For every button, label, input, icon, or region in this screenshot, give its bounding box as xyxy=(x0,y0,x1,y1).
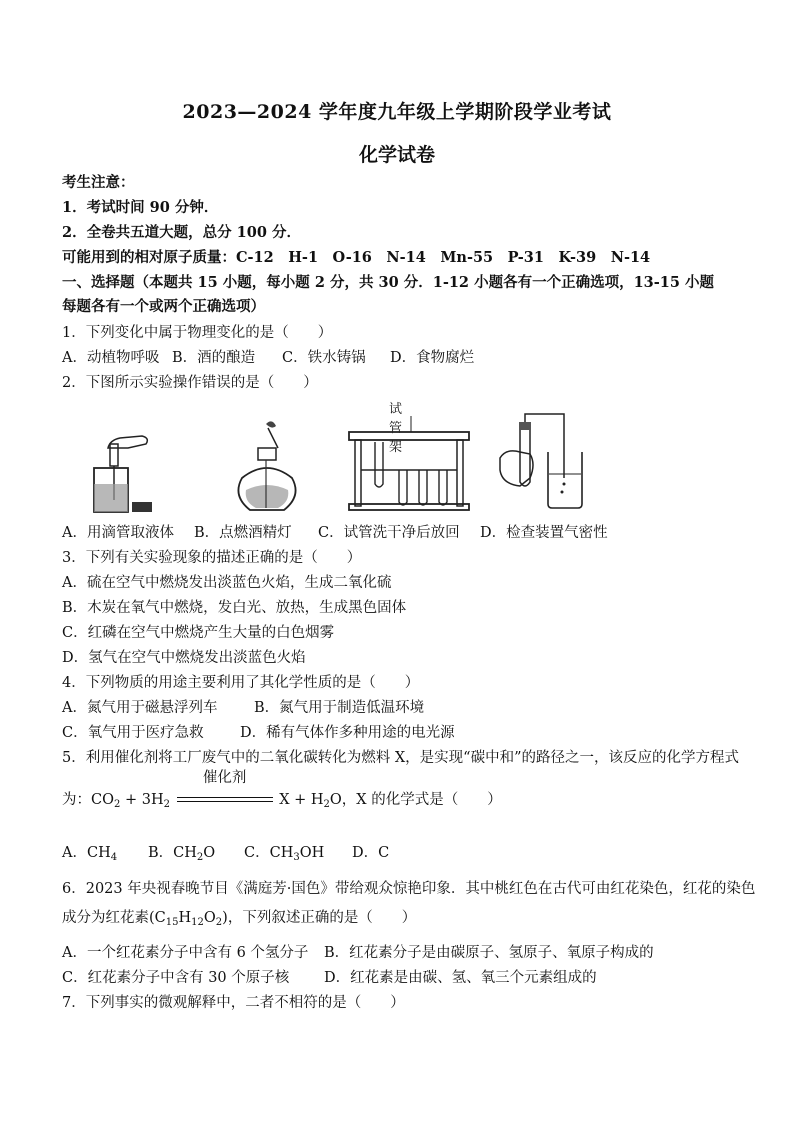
q1-option-a[interactable]: A．动植物呼吸 xyxy=(62,350,160,366)
exam-subtitle: 化学试卷 xyxy=(358,144,435,166)
notice-item-score: 2．全卷共五道大题，总分 100 分． xyxy=(62,224,301,241)
q5-option-a[interactable]: A．$CH_4$ xyxy=(62,845,118,863)
q5-option-c[interactable]: C．$CH_3OH$ xyxy=(244,845,325,863)
q7-stem: 7．下列事实的微观解释中，二者不相符的是（ ） xyxy=(62,995,405,1011)
notice-heading: 考生注意： xyxy=(62,174,135,191)
q3-option-b[interactable]: B．木炭在氧气中燃烧，发白光、放热，生成黑色固体 xyxy=(62,600,407,616)
q1-option-b[interactable]: B．酒的酿造 xyxy=(172,350,256,366)
equation-arrow xyxy=(177,770,273,810)
section1-heading: 一、选择题（本题共 15 小题，每小题 2 分，共 30 分．1-12 小题各有一个正确选项，13-15 小题 xyxy=(62,274,714,291)
q4-stem: 4．下列物质的用途主要利用了其化学性质的是（ ） xyxy=(62,675,420,691)
notice-item-time: 1．考试时间 90 分钟． xyxy=(62,199,219,216)
q1-options xyxy=(62,348,474,368)
q3-stem: 3．下列有关实验现象的描述正确的是（ ） xyxy=(62,550,362,566)
q5-equation xyxy=(62,770,502,815)
eq-plus-h: + 3H xyxy=(120,792,164,808)
q6-options-row1 xyxy=(62,943,654,963)
q4-options-row2 xyxy=(62,723,455,743)
q6-stem-line1: 6．2023 年央视春晚节目《满庭芳·国色》带给观众惊艳印象．其中桃红色在古代可由红花染色，红花的染色 xyxy=(62,881,756,897)
q6-option-b[interactable]: B．红花素分子是由碳原子、氢原子、氧原子构成的 xyxy=(324,945,654,961)
q2-option-a[interactable]: A．用滴管取液体 xyxy=(62,525,174,541)
q5-option-d[interactable]: D．C xyxy=(352,845,390,861)
q1-stem: 1．下列变化中属于物理变化的是（ ） xyxy=(62,325,333,341)
catalyst-label: 催化剂 xyxy=(202,770,247,786)
eq-sub-h2: 2 xyxy=(163,799,170,810)
rack-label: 试管架 xyxy=(389,402,403,455)
dropper-figure xyxy=(80,418,160,518)
q4-option-b[interactable]: B．氮气用于制造低温环境 xyxy=(254,700,425,716)
q4-options-row1 xyxy=(62,698,424,718)
q6-stem-line2: 成分为红花素$(C_{15}H_{12}O_2)$，下列叙述正确的是（ ） xyxy=(62,910,417,928)
q5-option-b[interactable]: B．$CH_2O$ xyxy=(148,845,216,863)
q2-options xyxy=(62,523,608,543)
exam-title: 2023—2024 学年度九年级上学期阶段学业考试 xyxy=(182,101,612,123)
q1-option-c[interactable]: C．铁水铸锅 xyxy=(282,350,366,366)
q4-option-a[interactable]: A．氮气用于磁悬浮列车 xyxy=(62,700,218,716)
q3-option-a[interactable]: A．硫在空气中燃烧发出淡蓝色火焰，生成二氧化硫 xyxy=(62,575,392,591)
eq-sub-h2o: 2 xyxy=(323,799,330,810)
q5-stem: 5．利用催化剂将工厂废气中的二氧化碳转化为燃料 X，是实现“碳中和”的路径之一，该反应的化学方程式 xyxy=(62,750,739,766)
eq-prefix: 为：CO xyxy=(62,792,114,808)
q6-option-a[interactable]: A．一个红花素分子中含有 6 个氢分子 xyxy=(62,945,309,961)
section1-heading-cont: 每题各有一个或两个正确选项） xyxy=(62,298,265,315)
q5-options xyxy=(62,843,389,868)
atomic-masses: 可能用到的相对原子质量：C-12 H-1 O-16 N-14 Mn-55 P-31 K-39 N-14 xyxy=(62,249,651,266)
q4-option-c[interactable]: C．氧气用于医疗急救 xyxy=(62,725,204,741)
airtightness-figure xyxy=(492,408,592,520)
q6-option-c[interactable]: C．红花素分子中含有 30 个原子核 xyxy=(62,970,290,986)
q2-option-d[interactable]: D．检查装置气密性 xyxy=(480,525,608,541)
q6-options-row2 xyxy=(62,968,597,988)
q6-option-d[interactable]: D．红花素是由碳、氢、氧三个元素组成的 xyxy=(324,970,597,986)
q2-option-c[interactable]: C．试管洗干净后放回 xyxy=(318,525,460,541)
q3-option-d[interactable]: D．氢气在空气中燃烧发出淡蓝色火焰 xyxy=(62,650,306,666)
q3-option-c[interactable]: C．红磷在空气中燃烧产生大量的白色烟雾 xyxy=(62,625,335,641)
q2-stem: 2．下图所示实验操作错误的是（ ） xyxy=(62,375,318,391)
alcohol-lamp-figure xyxy=(222,418,312,518)
q2-option-b[interactable]: B．点燃酒精灯 xyxy=(194,525,292,541)
q1-option-d[interactable]: D．食物腐烂 xyxy=(390,350,475,366)
q4-option-d[interactable]: D．稀有气体作多种用途的电光源 xyxy=(240,725,455,741)
eq-sub-co2: 2 xyxy=(113,799,121,810)
eq-tail: O，X 的化学式是（ ） xyxy=(329,792,502,808)
eq-right: X + H xyxy=(279,792,324,808)
